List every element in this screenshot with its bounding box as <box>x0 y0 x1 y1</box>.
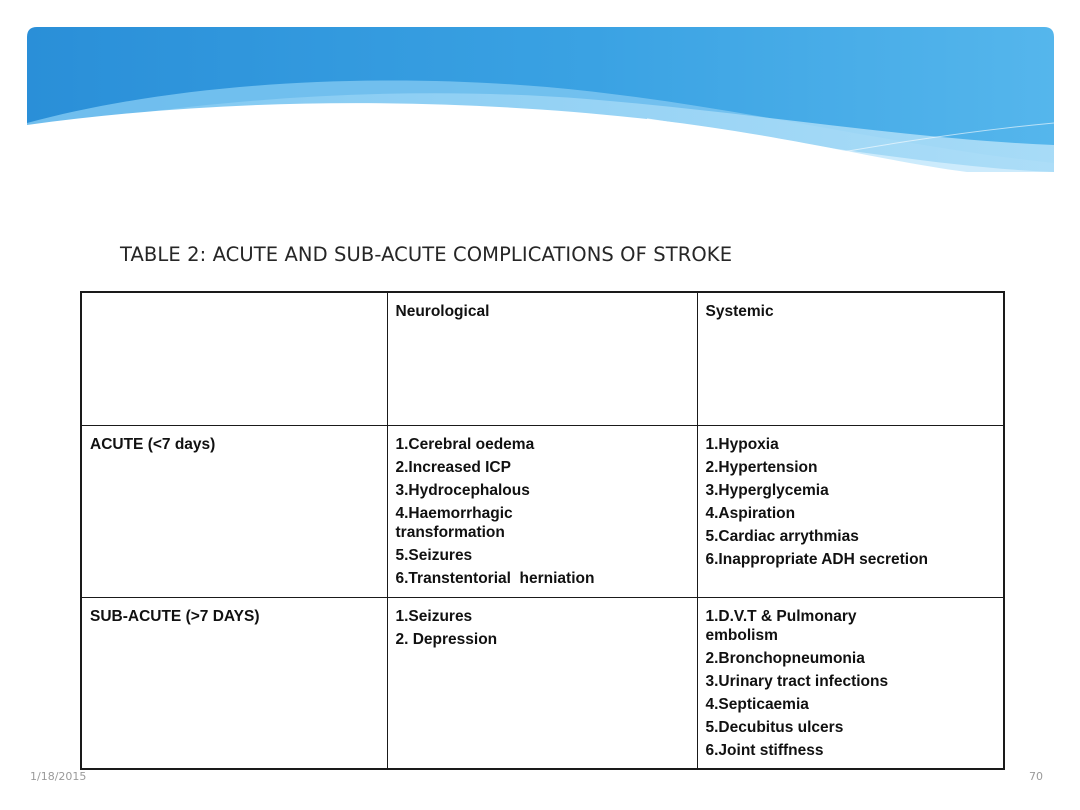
list-item: 2. Depression <box>395 630 498 648</box>
cell-acute-systemic <box>697 425 1004 597</box>
cell-acute-neurological <box>387 425 697 597</box>
list-item: 2.Hypertension <box>705 458 818 476</box>
list-item: 4.Septicaemia <box>705 695 809 713</box>
list-item: 6.Inappropriate ADH secretion <box>705 550 929 568</box>
table-row-acute <box>81 425 1004 597</box>
page-number: 70 <box>1029 770 1043 783</box>
list-item: 2.Bronchopneumonia <box>705 649 865 667</box>
row-label-acute: ACUTE (<7 days) <box>81 425 387 597</box>
list-acute-systemic <box>706 435 996 569</box>
list-sub-acute-neurological <box>396 607 689 649</box>
list-item: 5.Decubitus ulcers <box>705 718 844 736</box>
list-item: 5.Seizures <box>395 546 473 564</box>
list-item: 1.D.V.T & Pulmonary embolism <box>705 607 857 644</box>
slide-title: TABLE 2: ACUTE AND SUB-ACUTE COMPLICATIONS OF STROKE <box>120 243 733 266</box>
table-row-sub-acute <box>81 597 1004 769</box>
list-item: 6.Joint stiffness <box>705 741 824 759</box>
list-item: 5.Cardiac arrythmias <box>705 527 859 545</box>
cell-sub-acute-neurological <box>387 597 697 769</box>
list-item: 2.Increased ICP <box>395 458 511 476</box>
list-item: 6.Transtentorial herniation <box>395 569 595 587</box>
list-item: 3.Urinary tract infections <box>705 672 889 690</box>
list-item: 3.Hyperglycemia <box>705 481 829 499</box>
complications-table <box>80 291 1005 770</box>
cell-sub-acute-systemic <box>697 597 1004 769</box>
header-cell-neurological: Neurological <box>387 292 697 425</box>
list-item: 4.Haemorrhagic transformation <box>395 504 513 541</box>
list-sub-acute-systemic <box>706 607 996 760</box>
list-item: 3.Hydrocephalous <box>395 481 530 499</box>
list-item: 4.Aspiration <box>705 504 796 522</box>
list-item: 1.Cerebral oedema <box>395 435 535 453</box>
row-label-sub-acute: SUB-ACUTE (>7 DAYS) <box>81 597 387 769</box>
header-wave-banner <box>27 27 1054 172</box>
header-cell-systemic: Systemic <box>697 292 1004 425</box>
list-acute-neurological <box>396 435 689 588</box>
list-item: 1.Hypoxia <box>705 435 779 453</box>
footer-date: 1/18/2015 <box>30 770 87 783</box>
header-cell-empty <box>81 292 387 425</box>
table-header-row <box>81 292 1004 425</box>
list-item: 1.Seizures <box>395 607 473 625</box>
